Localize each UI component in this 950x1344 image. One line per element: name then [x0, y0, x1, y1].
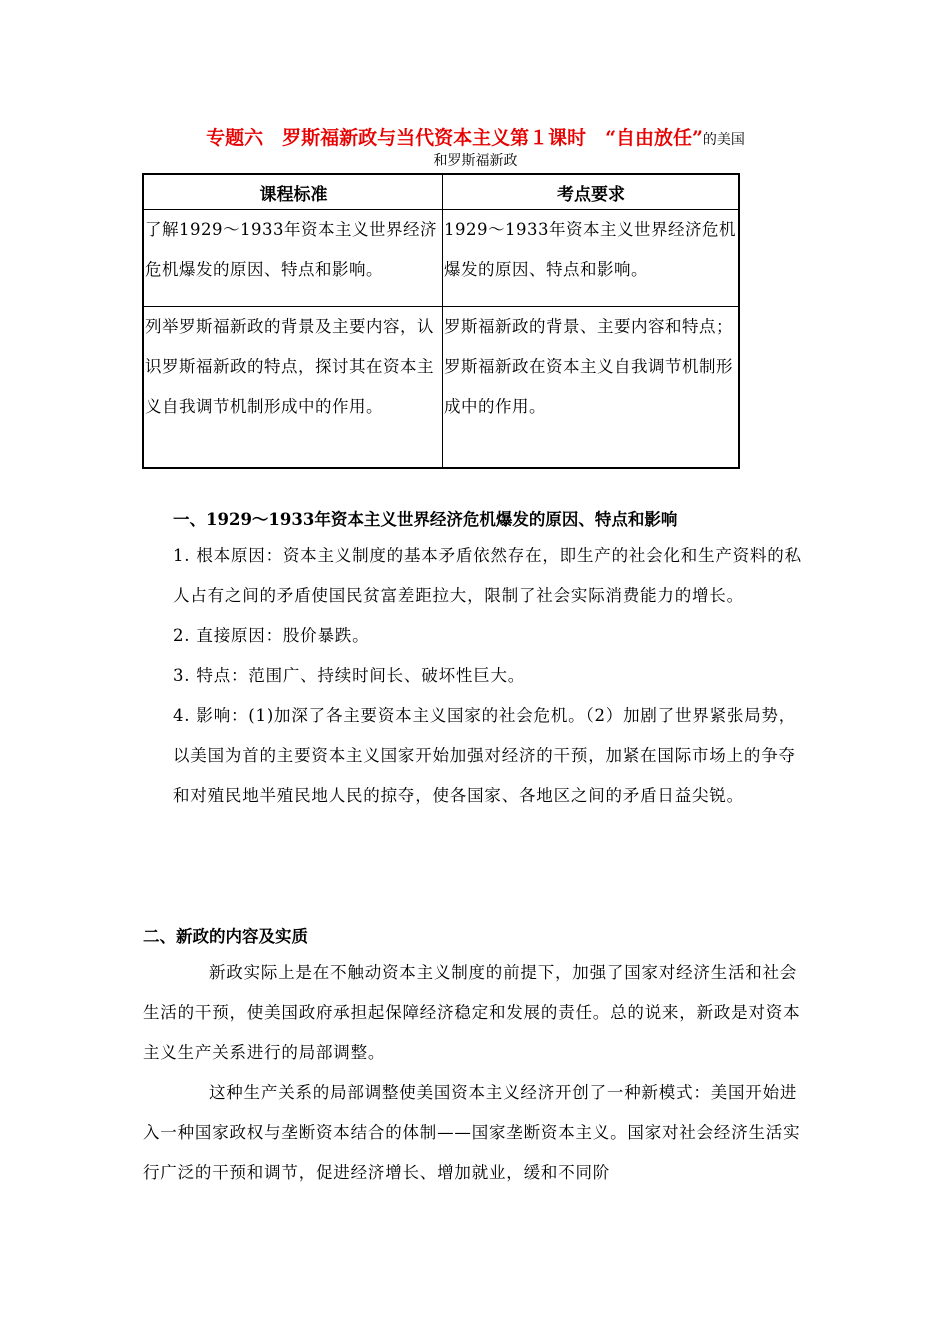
title-red: 专题六 罗斯福新政与当代资本主义第１课时 “自由放任” [206, 127, 703, 149]
list-item: 4. 影响：(1)加深了各主要资本主义国家的社会危机。（2）加剧了世界紧张局势，以美国为首的主要资本主义国家开始加强对经济的干预，加紧在国际市场上的争夺和对殖民地半殖民地人民的掠夺，使各国家、各地区之间的矛盾日益尖锐。 [173, 706, 797, 805]
section2-paragraph: 新政实际上是在不触动资本主义制度的前提下，加强了国家对经济生活和社会生活的干预，使美国政府承担起保障经济稳定和发展的责任。总的说来，新政是对资本主义生产关系进行的局部调整。 [143, 963, 801, 1062]
section1-list [173, 536, 813, 816]
section2-heading: 二、新政的内容及实质 [143, 927, 308, 946]
table-row [143, 307, 739, 469]
title-line2: 和罗斯福新政 [433, 153, 518, 169]
table-cell: 1929～1933年资本主义世界经济危机爆发的原因、特点和影响。 [443, 210, 740, 307]
list-item: 2. 直接原因：股价暴跌。 [173, 626, 370, 645]
title-tail: 的美国 [702, 132, 745, 148]
section1-heading: 一、1929～1933年资本主义世界经济危机爆发的原因、特点和影响 [173, 510, 678, 529]
table-cell: 罗斯福新政的背景、主要内容和特点；罗斯福新政在资本主义自我调节机制形成中的作用。 [443, 307, 740, 469]
table-row [143, 210, 739, 307]
table-cell: 列举罗斯福新政的背景及主要内容，认识罗斯福新政的特点，探讨其在资本主义自我调节机制形成中的作用。 [143, 307, 443, 469]
table-cell: 了解1929～1933年资本主义世界经济危机爆发的原因、特点和影响。 [143, 210, 443, 307]
table-header-row [143, 174, 739, 210]
header-requirement: 考点要求 [443, 174, 740, 210]
list-item: 1. 根本原因：资本主义制度的基本矛盾依然存在，即生产的社会化和生产资料的私人占有之间的矛盾使国民贫富差距拉大，限制了社会实际消费能力的增长。 [173, 546, 802, 605]
document-title [143, 125, 808, 169]
list-item: 3. 特点：范围广、持续时间长、破坏性巨大。 [173, 666, 526, 685]
curriculum-table [142, 173, 740, 469]
header-standard: 课程标准 [143, 174, 443, 210]
section2-paragraph: 这种生产关系的局部调整使美国资本主义经济开创了一种新模式：美国开始进入一种国家政权与垄断资本结合的体制——国家垄断资本主义。国家对社会经济生活实行广泛的干预和调节，促进经济增长、增加就业，缓和不同阶 [143, 1083, 801, 1182]
